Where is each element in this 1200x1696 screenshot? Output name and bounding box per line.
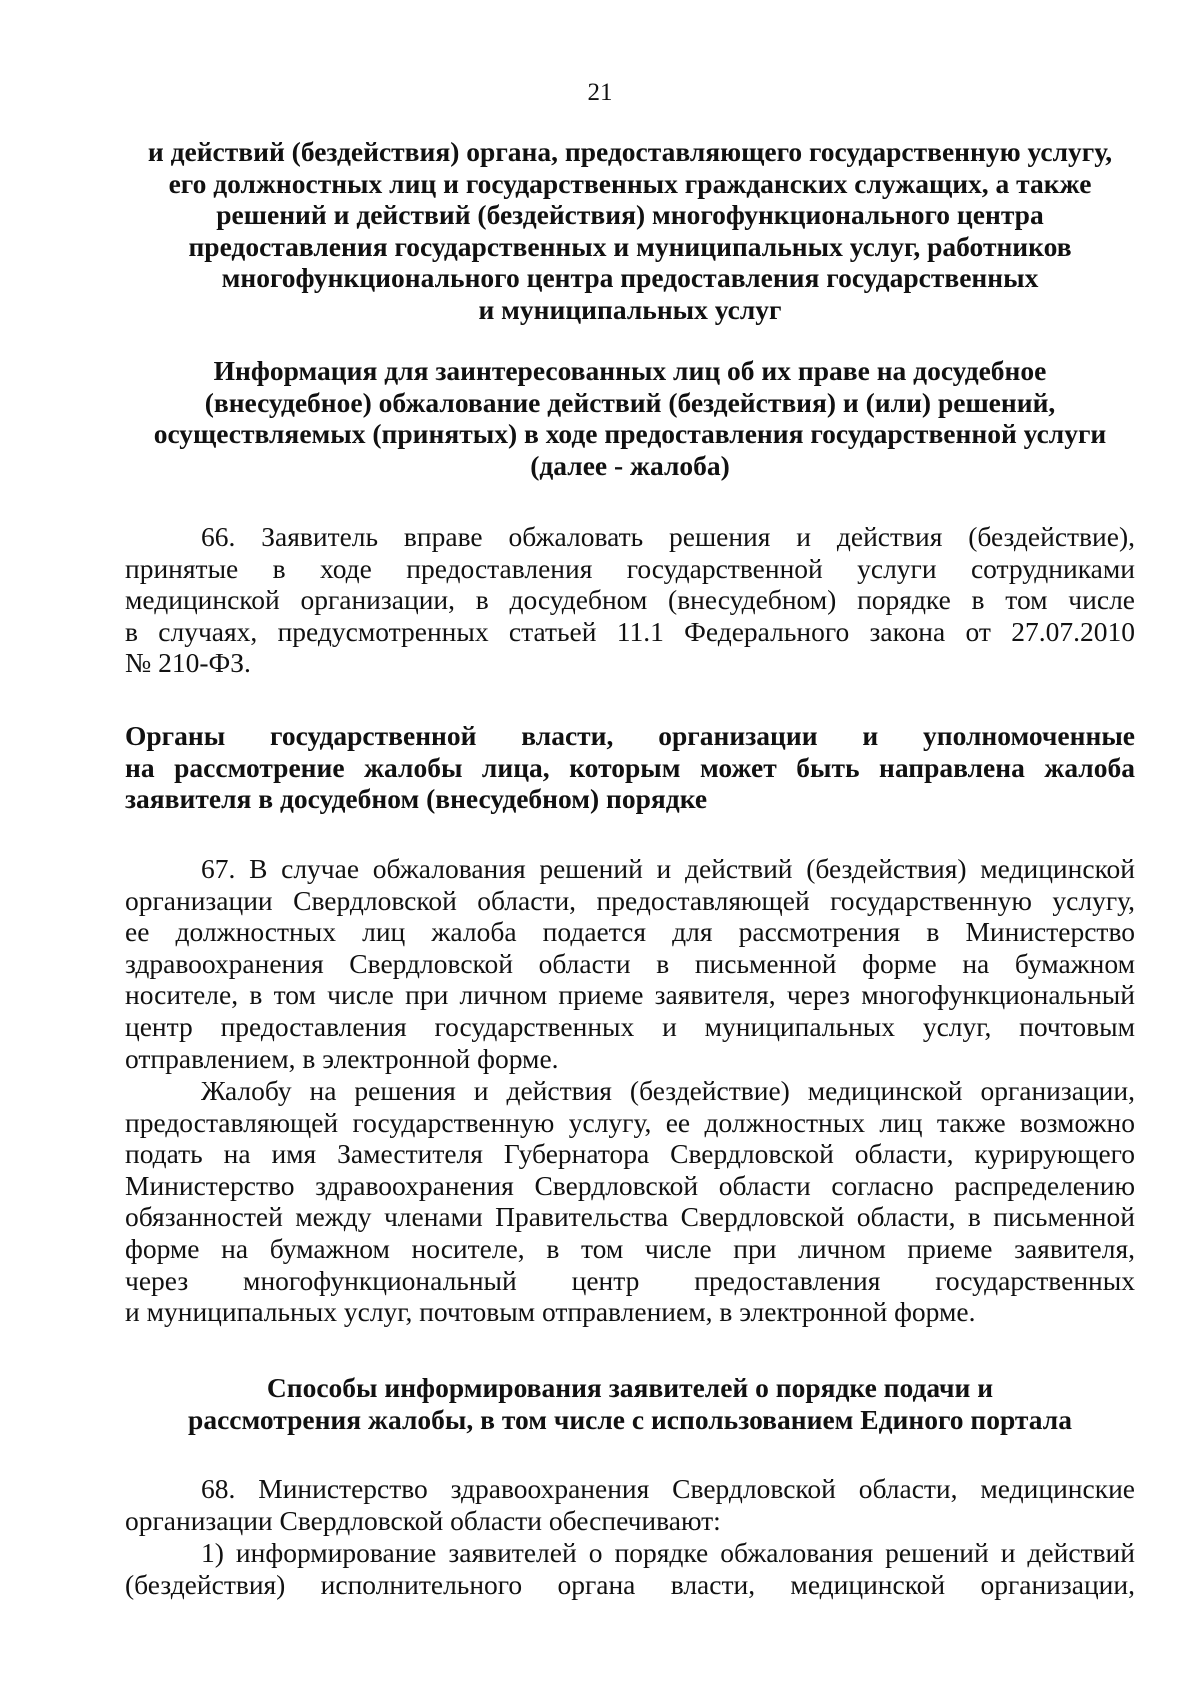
heading-line: Способы информирования заявителей о порядке подачи и — [266, 1372, 994, 1403]
paragraph-line: 68. Министерство здравоохранения Свердловской области, медицинские — [201, 1473, 1135, 1504]
paragraph-line: Министерство здравоохранения Свердловской области согласно распределению — [125, 1169, 1135, 1201]
heading-line: предоставления государственных и муниципальных услуг, работников — [188, 230, 1072, 262]
heading-line: на рассмотрение жалобы лица, которым может быть направлена жалоба — [125, 751, 1135, 783]
paragraph-line: принятые в ходе предоставления государственной услуги сотрудниками — [125, 552, 1135, 584]
paragraph-line: носителе, в том числе при личном приеме заявителя, через многофункциональный — [125, 979, 1135, 1011]
heading-appeal-continuation — [125, 136, 1135, 326]
paragraph-line: форме на бумажном носителе, в том числе при личном приеме заявителя, — [125, 1232, 1135, 1264]
paragraph-67 — [125, 853, 1135, 1074]
paragraph-67-continuation — [125, 1075, 1135, 1328]
paragraph-line: Жалобу на решения и действия (бездействие) медицинской организации, — [201, 1075, 1135, 1106]
paragraph-line: 1) информирование заявителей о порядке обжалования решений и действий — [201, 1537, 1135, 1568]
paragraph-line: предоставляющей государственную услугу, ее должностных лиц также возможно — [125, 1106, 1135, 1138]
page-number: 21 — [587, 79, 613, 106]
heading-line: осуществляемых (принятых) в ходе предоставления государственной услуги — [153, 418, 1107, 450]
paragraph-line: и муниципальных услуг, почтовым отправлением, в электронной форме. — [125, 1296, 976, 1328]
paragraph-line: центр предоставления государственных и муниципальных услуг, почтовым — [125, 1010, 1135, 1042]
heading-information — [125, 355, 1135, 481]
heading-line: решений и действий (бездействия) многофункционального центра — [216, 199, 1044, 231]
heading-line: его должностных лиц и государственных гражданских служащих, а также — [168, 167, 1092, 199]
paragraph-line: ее должностных лиц жалоба подается для рассмотрения в Министерство — [125, 916, 1135, 948]
paragraph-66 — [125, 521, 1135, 679]
heading-notification-methods — [125, 1372, 1135, 1435]
paragraph-line: 66. Заявитель вправе обжаловать решения и действия (бездействие), — [201, 521, 1135, 552]
paragraph-68-item-1 — [125, 1537, 1135, 1600]
paragraph-68 — [125, 1473, 1135, 1536]
paragraph-line: 67. В случае обжалования решений и действий (бездействия) медицинской — [201, 853, 1135, 884]
paragraph-line: (бездействия) исполнительного органа власти, медицинской организации, — [125, 1568, 1135, 1600]
paragraph-line: через многофункциональный центр предоставления государственных — [125, 1264, 1135, 1296]
paragraph-line: обязанностей между членами Правительства Свердловской области, в письменной — [125, 1201, 1135, 1233]
heading-line: рассмотрения жалобы, в том числе с использованием Единого портала — [188, 1403, 1072, 1435]
heading-line: (далее - жалоба) — [530, 449, 730, 481]
paragraph-line: № 210-ФЗ. — [125, 647, 251, 679]
heading-line: Органы государственной власти, организации и уполномоченные — [125, 720, 1135, 751]
heading-line: и действий (бездействия) органа, предоставляющего государственную услугу, — [147, 136, 1113, 167]
paragraph-line: медицинской организации, в досудебном (внесудебном) порядке в том числе — [125, 584, 1135, 616]
heading-line: Информация для заинтересованных лиц об их праве на досудебное — [213, 355, 1047, 386]
paragraph-line: отправлением, в электронной форме. — [125, 1042, 559, 1074]
heading-line: и муниципальных услуг — [478, 293, 782, 325]
paragraph-line: подать на имя Заместителя Губернатора Свердловской области, курирующего — [125, 1138, 1135, 1170]
heading-appeal-bodies — [125, 720, 1135, 815]
paragraph-line: организации Свердловской области обеспечивают: — [125, 1504, 721, 1536]
paragraph-line: в случаях, предусмотренных статьей 11.1 Федерального закона от 27.07.2010 — [125, 615, 1135, 647]
paragraph-line: здравоохранения Свердловской области в письменной форме на бумажном — [125, 947, 1135, 979]
heading-line: (внесудебное) обжалование действий (бездействия) и (или) решений, — [204, 386, 1056, 418]
paragraph-line: организации Свердловской области, предоставляющей государственную услугу, — [125, 884, 1135, 916]
heading-line: заявителя в досудебном (внесудебном) порядке — [125, 783, 708, 815]
heading-line: многофункционального центра предоставления государственных — [221, 262, 1039, 294]
